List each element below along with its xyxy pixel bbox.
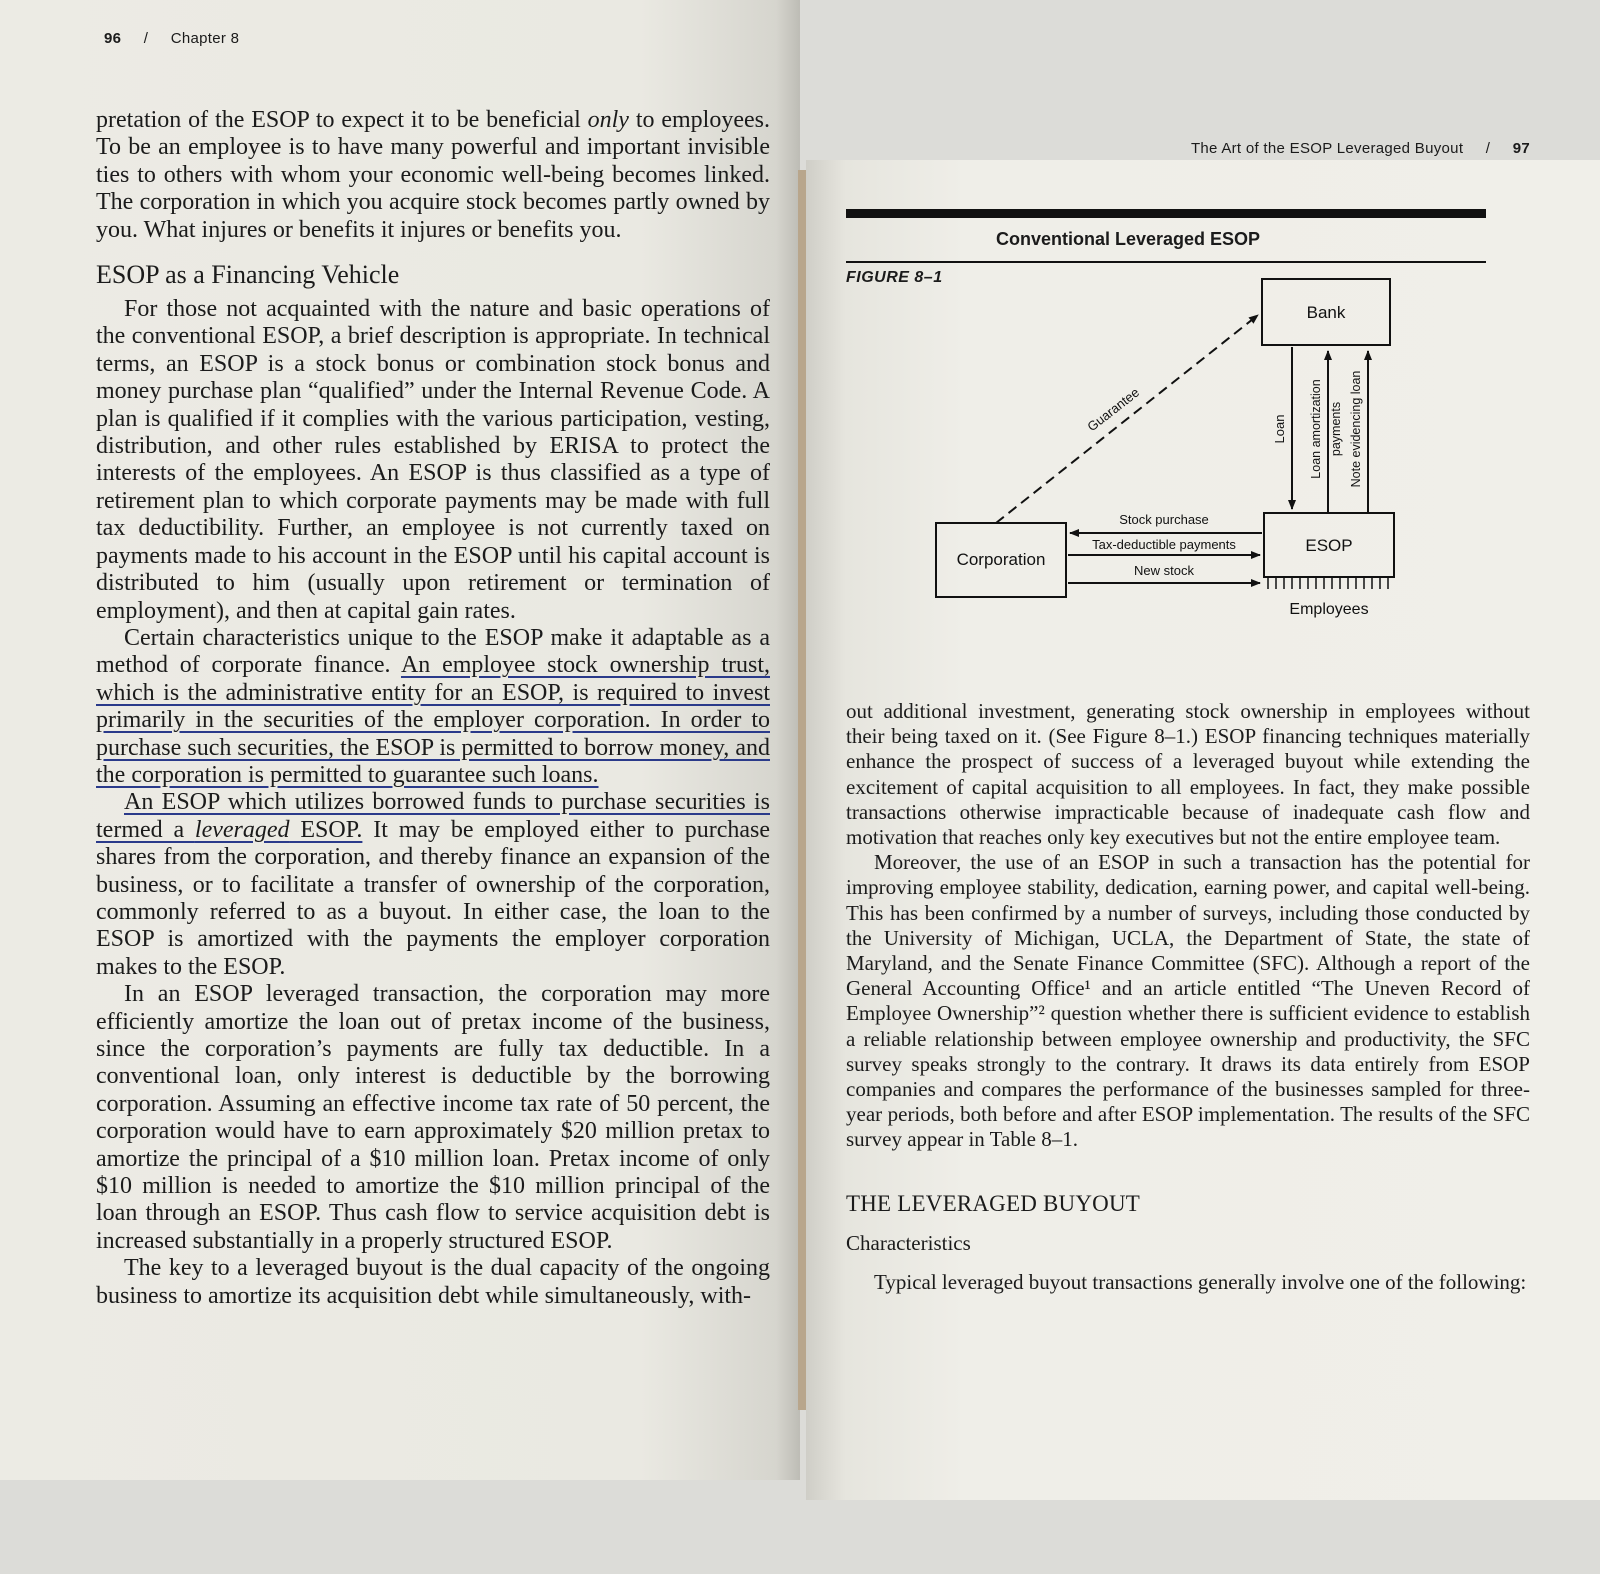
figure-8-1 (846, 209, 1486, 679)
text-span: Certain characteristics unique to the ESOP make it adaptable as a method of corporate finance. (96, 624, 770, 679)
right-page (806, 140, 1600, 1500)
text-span: It may be employed either to purchase shares from the corporation, and thereby finance an expansion of the business, or to facilitate a transfer of ownership of the corporation, commonly referred to as a buyout. In either case, the loan to the ESOP is amortized with the payments the employer corporation makes to the ESOP. (96, 816, 770, 980)
paragraph: Typical leveraged buyout transactions generally involve one of the following: (874, 1269, 1527, 1294)
subheading: Characteristics (846, 1230, 971, 1255)
section-heading: THE LEVERAGED BUYOUT (846, 1190, 1141, 1216)
figure-title: Conventional Leveraged ESOP (996, 229, 1261, 249)
text-span: ESOP. (289, 816, 363, 843)
text-span: pretation of the ESOP to expect it to be beneficial (96, 107, 588, 133)
figure-number: FIGURE 8–1 (846, 269, 943, 286)
text-span: to employees. To be an employee is to have many powerful and important invisible ties to others with whom your economic well-being becomes linked. The corporation in which you acquire stock becomes partly owned by you. What injures or benefits it injures or benefits you. (96, 107, 770, 243)
italic-text: only (587, 107, 629, 133)
payments-label: payments (1329, 401, 1343, 457)
paragraph: In an ESOP leveraged transaction, the corporation may more efficiently amortize the loan out of pretax income of the business, since the corporation’s payments are fully tax deductible. In a conventional loan, only interest is deductible by the borrowing corporation. Assuming an effective income tax rate of 50 percent, the corporation would have to earn approximately $20 million pretax to amortize the principal of a $10 million loan. Pretax income of only $10 million is needed to amortize the $10 million principal of the loan through an ESOP. Thus cash flow to service acquisition debt is increased substantially in a properly structured ESOP. (96, 981, 770, 1254)
left-page (0, 0, 800, 1480)
employees-hatch (1264, 577, 1394, 589)
figure-title-rule (846, 261, 1486, 263)
guarantee-arrow (996, 315, 1258, 523)
left-page-number: 96 (104, 30, 122, 47)
running-head-separator: / (143, 30, 149, 47)
loan-amortization-label: Loan amortization (1309, 379, 1323, 479)
esop-flow-diagram (846, 269, 1486, 669)
left-running-head (104, 30, 770, 47)
italic-text: leveraged (194, 816, 290, 843)
paragraph-highlighted (96, 789, 770, 981)
tax-deductible-label: Tax-deductible payments (1092, 537, 1236, 552)
pen-underlined-text: An employee stock ownership trust, which is the administrative entity for an ESOP, is required to invest primarily in the securities of the employer corporation. In order to purchase such securities, the ESOP is permitted to borrow money, and the corporation is permitted to guarantee such loans. (96, 652, 770, 788)
running-head-separator: / (1485, 140, 1491, 157)
paragraph: For those not acquainted with the nature and basic operations of the conventional ESOP, a brief description is appropriate. In technical terms, an ESOP is a stock bonus or combination stock bonus and money purchase plan “qualified” under the Internal Revenue Code. A plan is qualified if it complies with the various participation, vesting, distribution, and other rules established by ERISA to protect the interests of the employees. An ESOP is thus classified as a type of retirement plan to which corporate payments may be made with full tax deductibility. Further, an employee is not currently taxed on payments made to his account in the ESOP until his capital account is distributed to him (usually upon retirement or termination of employment), and then at capital gain rates. (96, 296, 770, 624)
esop-label: ESOP (1305, 536, 1353, 555)
chapter-label: Chapter 8 (170, 30, 240, 47)
corporation-label: Corporation (956, 550, 1046, 569)
paragraph: The key to a leveraged buyout is the dual capacity of the ongoing business to amortize its acquisition debt while simultaneously, with- (96, 1255, 770, 1309)
running-title: The Art of the ESOP Leveraged Buyout (1190, 140, 1464, 157)
section-heading: ESOP as a Financing Vehicle (96, 260, 400, 290)
text-span: An ESOP which utilizes borrowed funds to purchase securities is termed a (96, 789, 770, 843)
note-label: Note evidencing loan (1349, 370, 1363, 488)
new-stock-label: New stock (1134, 563, 1194, 578)
paragraph: out additional investment, generating stock ownership in employees without their being taxed on it. (See Figure 8–1.) ESOP financing techniques materially enhance the prospect of success of a leveraged buyout while extending the excitement of capital acquisition to all employees. In fact, they make possible transactions otherwise impracticable because of inadequate cash flow and motivation that reaches only key executives but not the entire employee team. (846, 699, 1530, 850)
right-page-number: 97 (1512, 140, 1530, 157)
right-running-head (846, 140, 1530, 157)
paragraph: Moreover, the use of an ESOP in such a transaction has the potential for improving employee stability, dedication, earning power, and capital well-being. This has been confirmed by a number of surveys, including those conducted by the University of Michigan, UCLA, the Department of State, the state of Maryland, and the Senate Finance Committee (SFC). Although a report of the General Accounting Office¹ and an article entitled “The Uneven Record of Employee Ownership”² question whether there is sufficient evidence to establish a reliable relationship between employee ownership and productivity, the SFC survey speaks strongly to the contrary. It draws its data entirely from ESOP companies and compares the performance of the businesses sampled for three-year periods, both before and after ESOP implementation. The results of the SFC survey appear in Table 8–1. (846, 850, 1530, 1152)
stock-purchase-label: Stock purchase (1119, 512, 1209, 527)
continuation-paragraph (96, 107, 770, 244)
loan-label: Loan (1272, 414, 1287, 444)
paragraph-highlighted (96, 625, 770, 789)
guarantee-label: Guarantee (1084, 384, 1143, 435)
employees-label: Employees (1289, 601, 1369, 618)
bank-label: Bank (1306, 303, 1346, 322)
figure-top-rule (846, 209, 1486, 218)
